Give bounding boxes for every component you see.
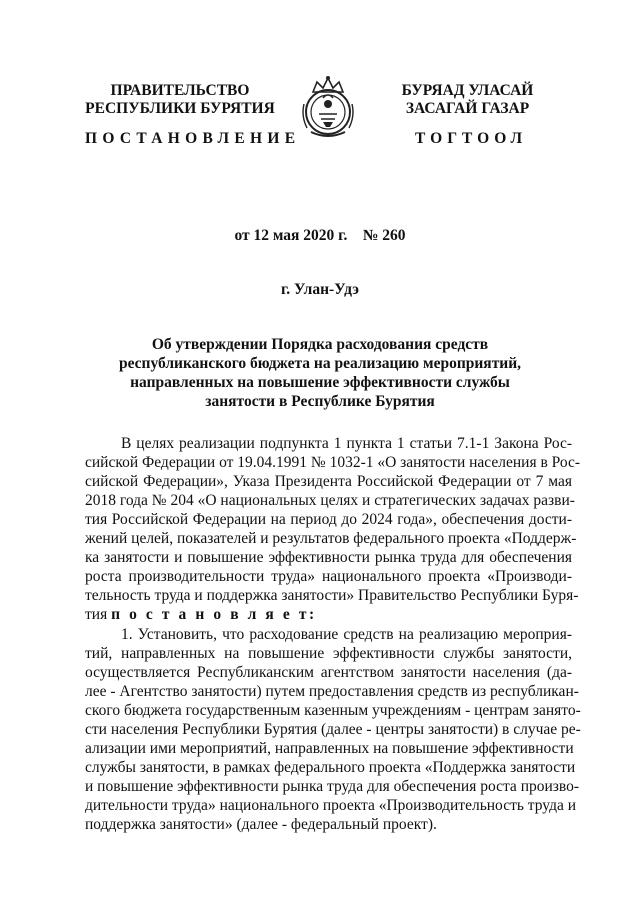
preamble-paragraph bbox=[85, 434, 581, 624]
text-line: жений целей, показателей и результатов федерального проекта «Поддерж- bbox=[85, 530, 577, 547]
text-line: В целях реализации подпункта 1 пункта 1 статьи 7.1-1 Закона Рос- bbox=[121, 435, 572, 452]
doc-type-buryat: ТОГТООЛ bbox=[415, 130, 528, 147]
text-line: ка занятости и повышение эффективности рынка труда для обеспечения bbox=[85, 549, 572, 566]
text-line: лее - Агентство занятости) путем предоставления средств из республикан- bbox=[85, 683, 579, 700]
text-line: 2018 года № 204 «О национальных целях и стратегических задачах разви- bbox=[85, 492, 575, 509]
text-line: тий, направленных на повышение эффективности службы занятости, bbox=[85, 645, 572, 662]
document-title bbox=[0, 335, 640, 411]
text-line: поддержка занятости» (далее - федеральный проект). bbox=[85, 816, 437, 833]
issuer-buryat-line-1: БУРЯАД УЛАСАЙ bbox=[401, 82, 534, 99]
text-line: 1. Установить, что расходование средств на реализацию мероприя- bbox=[121, 626, 572, 643]
item-1-paragraph bbox=[85, 625, 581, 834]
date-and-number: от 12 мая 2020 г. № 260 bbox=[234, 227, 406, 244]
doc-type-russian: ПОСТАНОВЛЕНИЕ bbox=[85, 130, 301, 147]
text-line: службы занятости, в рамках федерального проекта «Поддержка занятости bbox=[85, 759, 576, 776]
title-line: Об утверждении Порядка расходования средств bbox=[151, 336, 489, 353]
issuer-name-buryat bbox=[385, 82, 550, 118]
text-line: ского бюджета государственным казенным учреждениям - центрам занято- bbox=[85, 702, 581, 719]
text-line: тия Российской Федерации на период до 2024 года», обеспечения дости- bbox=[85, 511, 572, 528]
issuer-name-russian bbox=[80, 82, 280, 118]
city-line: г. Улан-Удэ bbox=[280, 281, 359, 298]
text-line: сийской Федерации», Указа Президента Российской Федерации от 7 мая bbox=[85, 473, 572, 490]
text-line: тельность труда и поддержка занятости» Правительство Республики Буря- bbox=[85, 587, 579, 604]
text-line bbox=[85, 605, 572, 624]
title-line: направленных на повышение эффективности службы bbox=[130, 374, 510, 391]
issuer-line-2: РЕСПУБЛИКИ БУРЯТИЯ bbox=[85, 100, 275, 117]
text-line: сийской Федерации от 19.04.1991 № 1032-1 «О занятости населения в Рос- bbox=[85, 454, 581, 471]
text-line: осуществляется Республиканским агентством занятости населения (да- bbox=[85, 664, 572, 681]
text-line: дительности труда» национального проекта «Производительность труда и bbox=[85, 797, 577, 814]
issuer-line-1: ПРАВИТЕЛЬСТВО bbox=[110, 82, 250, 99]
resolves-word: п о с т а н о в л я е т: bbox=[111, 606, 317, 623]
text-line: сти населения Республики Бурятия (далее - центры занятости) в случае ре- bbox=[85, 721, 581, 738]
issuer-buryat-line-2: ЗАСАГАЙ ГАЗАР bbox=[405, 100, 530, 117]
text-fragment: тия bbox=[85, 606, 112, 623]
text-line: ализации ими мероприятий, направленных на повышение эффективности bbox=[85, 740, 574, 757]
title-line: республиканского бюджета на реализацию мероприятий, bbox=[118, 355, 522, 372]
text-line: роста производительности труда» национального проекта «Производи- bbox=[85, 568, 572, 585]
coat-of-arms-icon bbox=[299, 74, 357, 140]
text-line: и повышение эффективности рынка труда для обеспечения роста произво- bbox=[85, 778, 580, 795]
title-line: занятости в Республике Бурятия bbox=[205, 393, 435, 410]
